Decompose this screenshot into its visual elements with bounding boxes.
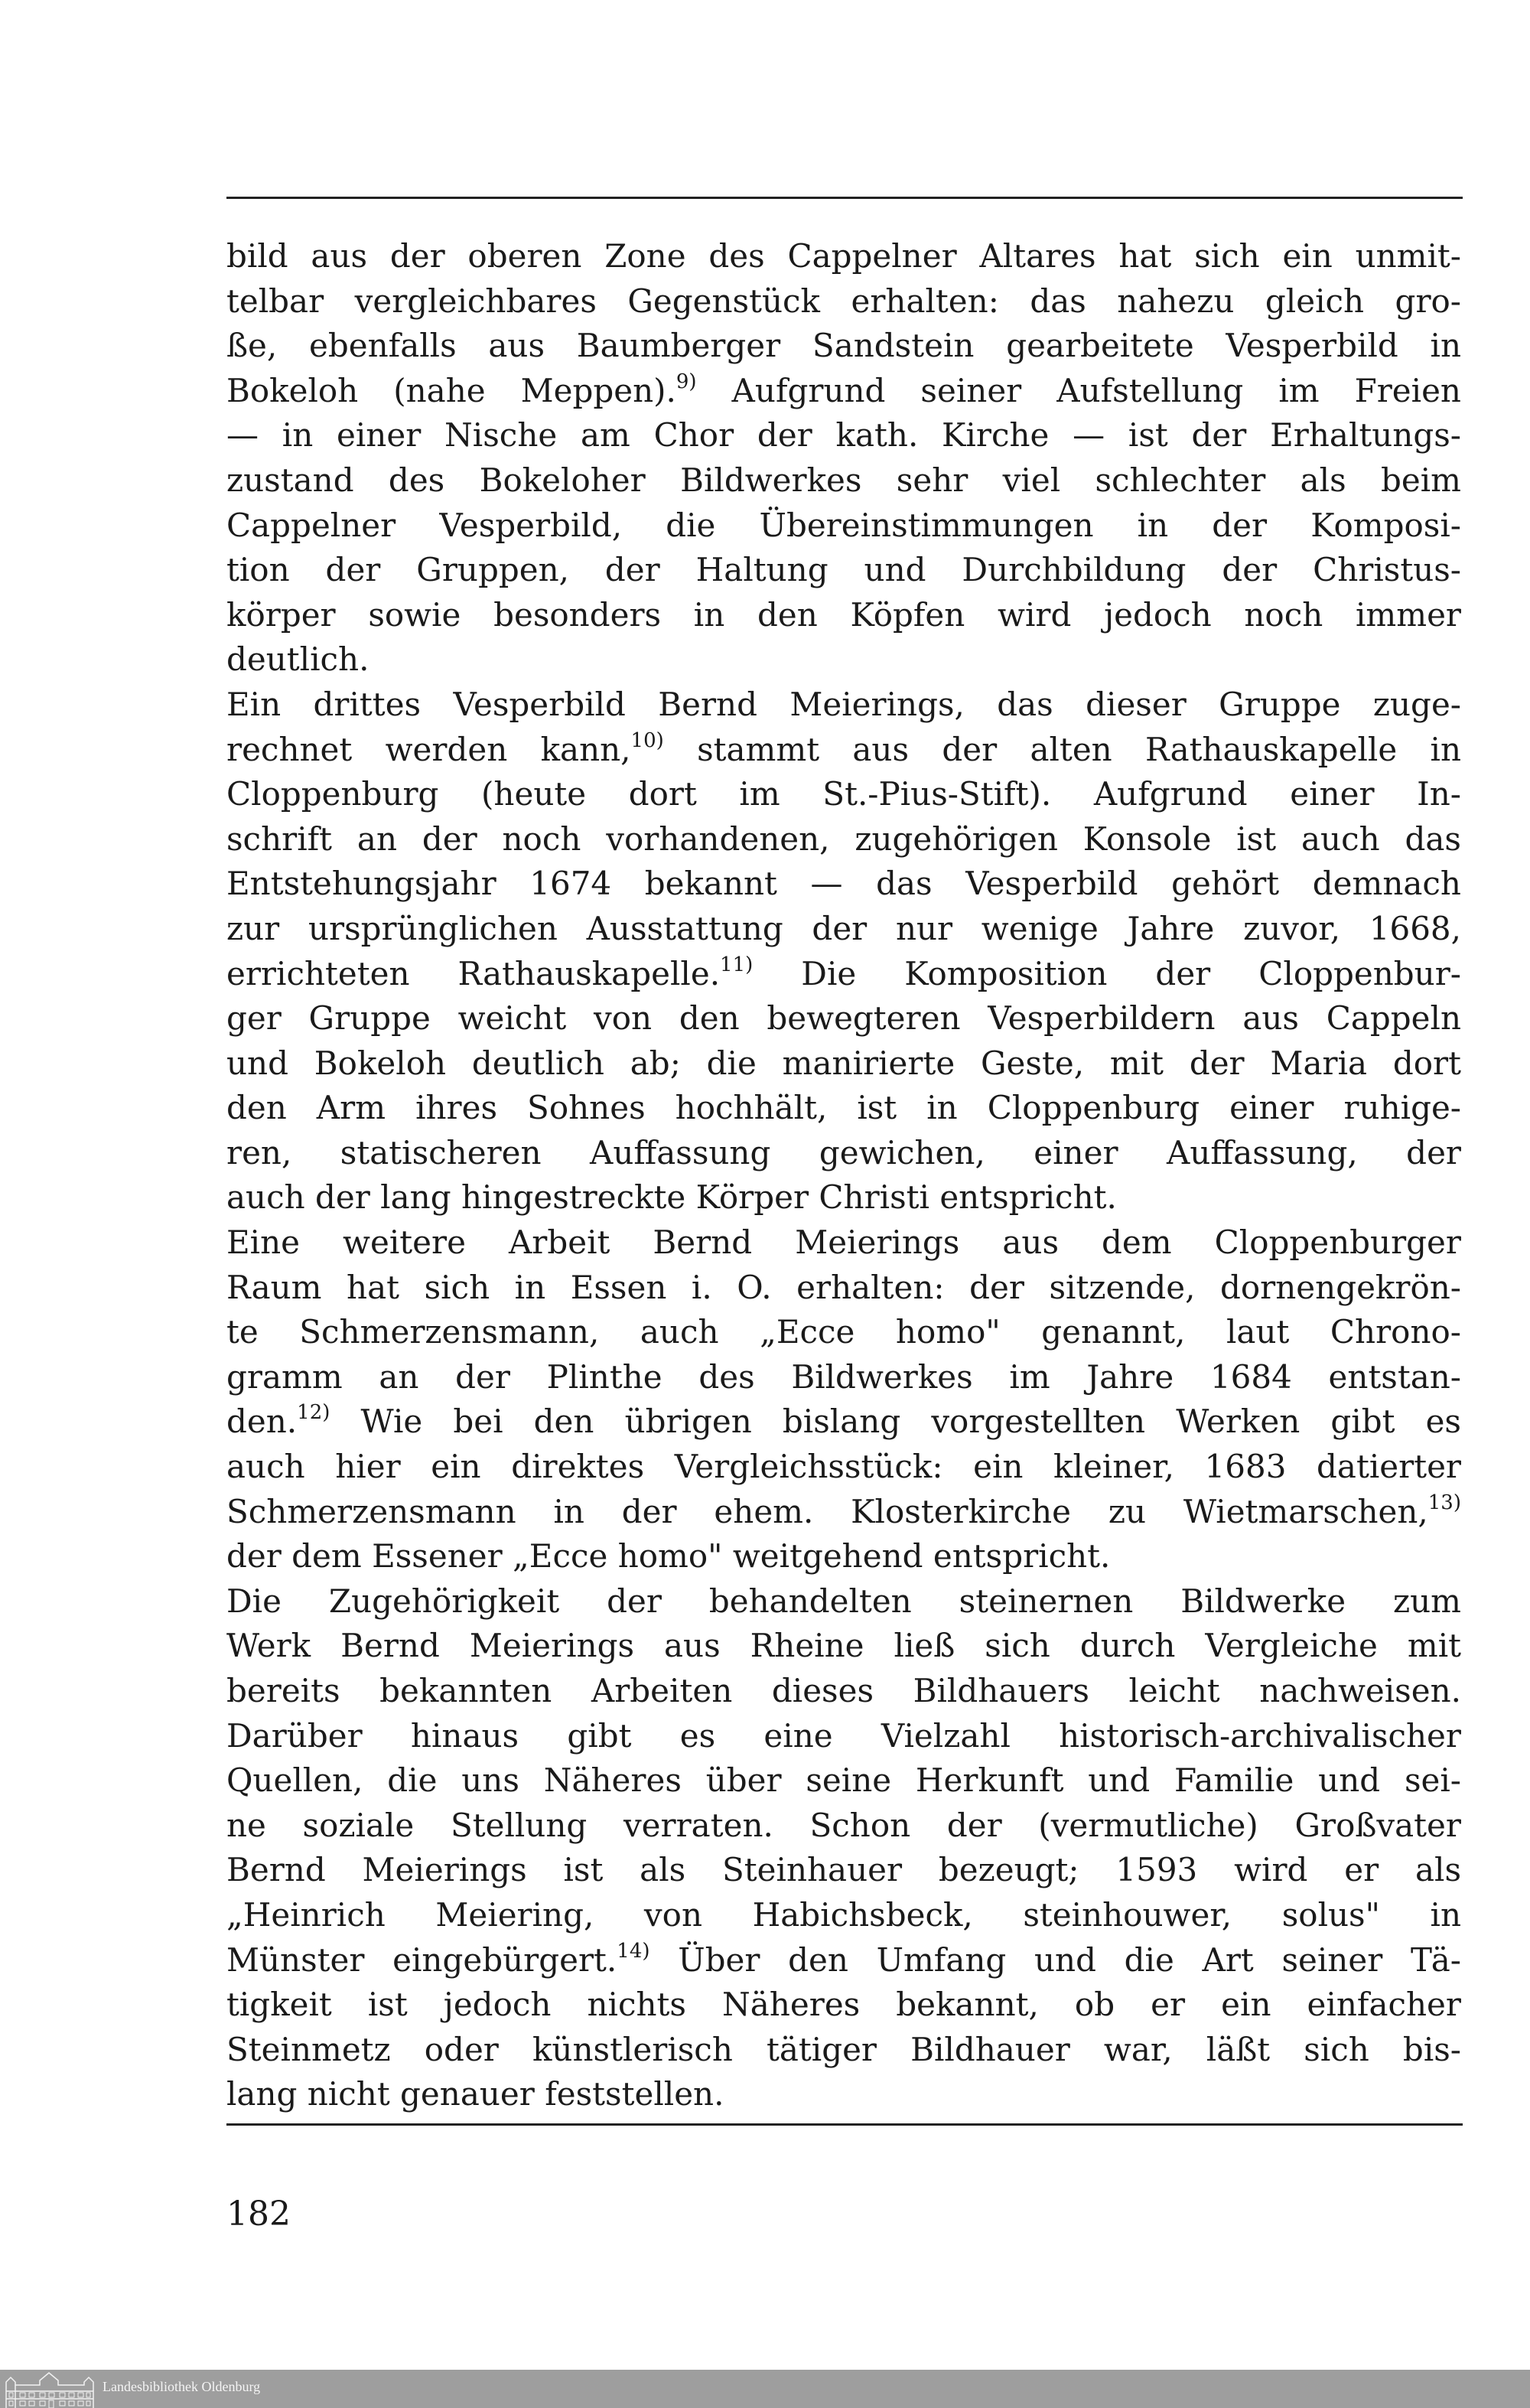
library-name: Landesbibliothek Oldenburg [103,2379,261,2394]
line-text: Darüber hinaus gibt es eine Vielzahl historisch-archivalischer [226,1716,1461,1755]
footnote-reference: 12) [297,1401,330,1425]
line-text: ße, ebenfalls aus Baumberger Sandstein gearbeitete Vesperbild in [226,327,1461,365]
text-line [226,1355,1461,1400]
text-line [226,1893,1461,1938]
line-text-continued: Die Komposition der Cloppenbur- [753,954,1461,992]
library-building-logo-icon [5,2371,95,2408]
text-line [226,637,1461,683]
text-line [226,593,1461,638]
line-text: tigkeit ist jedoch nichts Näheres bekannt, ob er ein einfacher [226,1986,1461,2024]
line-text: Entstehungsjahr 1674 bekannt — das Vesperbild gehört demnach [226,865,1461,903]
text-line [226,1086,1461,1131]
line-text: bild aus der oberen Zone des Cappelner Altares hat sich ein unmit- [226,237,1461,275]
text-line [226,369,1461,414]
text-line [226,907,1461,952]
line-text: „Heinrich Meiering, von Habichsbeck, steinhouwer, solus" in [226,1895,1461,1934]
line-text: Eine weitere Arbeit Bernd Meierings aus dem Cloppenburger [226,1224,1461,1262]
text-line [226,2072,1461,2117]
line-text: auch der lang hingestreckte Körper Christi entspricht. [226,1178,1117,1217]
line-text: auch hier ein direktes Vergleichsstück: ein kleiner, 1683 datierter [226,1448,1461,1486]
line-text: telbar vergleichbares Gegenstück erhalten: das nahezu gleich gro- [226,282,1461,320]
text-line [226,817,1461,862]
line-text: — in einer Nische am Chor der kath. Kirche — ist der Erhaltungs- [226,416,1461,455]
footnote-reference: 14) [617,1939,650,1963]
library-footer-bar [0,2370,1530,2408]
text-line [226,1400,1461,1445]
line-text: Münster eingebürgert. [226,1940,617,1979]
line-text: Steinmetz oder künstlerisch tätiger Bildhauer war, läßt sich bis- [226,2030,1461,2068]
text-line [226,1220,1461,1266]
line-text: der dem Essener „Ecce homo" weitgehend entspricht. [226,1537,1111,1575]
text-line [226,772,1461,817]
line-text: Bernd Meierings ist als Steinhauer bezeugt; 1593 wird er als [226,1851,1461,1889]
line-text: Cappelner Vesperbild, die Übereinstimmungen in der Komposi- [226,506,1461,544]
line-text: schrift an der noch vorhandenen, zugehörigen Konsole ist auch das [226,820,1461,858]
text-line [226,279,1461,324]
text-line [226,548,1461,593]
page-number: 182 [226,2195,291,2234]
footnote-reference: 13) [1427,1491,1461,1514]
line-text: den Arm ihres Sohnes hochhält, ist in Cloppenburg einer ruhige- [226,1089,1461,1127]
text-line [226,1669,1461,1714]
line-text: lang nicht genauer feststellen. [226,2075,724,2113]
line-text: körper sowie besonders in den Köpfen wird jedoch noch immer [226,595,1461,634]
line-text: Raum hat sich in Essen i. O. erhalten: der sitzende, dornengekrön- [226,1268,1461,1306]
text-line [226,1624,1461,1669]
text-line [226,503,1461,549]
line-text: Quellen, die uns Näheres über seine Herkunft und Familie und sei- [226,1761,1461,1800]
text-line [226,1804,1461,1849]
text-line [226,862,1461,907]
text-line [226,234,1461,279]
text-line [226,1310,1461,1355]
line-text: Werk Bernd Meierings aus Rheine ließ sich durch Vergleiche mit [226,1627,1461,1665]
text-line [226,952,1461,997]
text-line [226,1041,1461,1087]
footnote-reference: 9) [675,370,697,393]
text-line [226,1983,1461,2028]
text-line [226,1445,1461,1490]
line-text: tion der Gruppen, der Haltung und Durchbildung der Christus- [226,551,1461,589]
text-line [226,1938,1461,1983]
line-text: bereits bekannten Arbeiten dieses Bildhauers leicht nachweisen. [226,1672,1461,1709]
line-text: Die Zugehörigkeit der behandelten steinernen Bildwerke zum [226,1582,1461,1620]
body-text [226,234,1461,2117]
line-text: rechnet werden kann, [226,730,631,768]
line-text-continued: Wie bei den übrigen bislang vorgestellten Werken gibt es [330,1403,1461,1441]
line-text-continued: Aufgrund seiner Aufstellung im Freien [696,371,1461,409]
text-line [226,1758,1461,1804]
text-line [226,413,1461,458]
line-text: Ein drittes Vesperbild Bernd Meierings, das dieser Gruppe zuge- [226,685,1461,723]
text-line [226,1490,1461,1535]
line-text-continued: stammt aus der alten Rathauskapelle in [663,730,1461,768]
text-line [226,1131,1461,1176]
top-rule [226,197,1463,199]
line-text: zur ursprünglichen Ausstattung der nur wenige Jahre zuvor, 1668, [226,909,1461,947]
text-line [226,2028,1461,2073]
text-line [226,1266,1461,1311]
line-text-continued: Über den Umfang und die Art seiner Tä- [649,1940,1462,1979]
line-text: errichteten Rathauskapelle. [226,954,721,992]
text-line [226,1579,1461,1624]
line-text: den. [226,1403,298,1441]
footnote-reference: 10) [630,728,664,752]
text-line [226,996,1461,1041]
line-text: zustand des Bokeloher Bildwerkes sehr viel schlechter als beim [226,461,1461,499]
text-line [226,1534,1461,1579]
text-line [226,1848,1461,1893]
text-line [226,683,1461,728]
bottom-rule [226,2123,1463,2126]
line-text: gramm an der Plinthe des Bildwerkes im Jahre 1684 entstan- [226,1357,1461,1396]
line-text: ren, statischeren Auffassung gewichen, einer Auffassung, der [226,1133,1461,1171]
line-text: und Bokeloh deutlich ab; die manirierte Geste, mit der Maria dort [226,1044,1461,1082]
text-line [226,728,1461,773]
line-text: Schmerzensmann in der ehem. Klosterkirche zu Wietmarschen, [226,1492,1428,1530]
line-text: ne soziale Stellung verraten. Schon der (vermutliche) Großvater [226,1806,1461,1844]
text-line [226,1714,1461,1759]
line-text: deutlich. [226,640,369,679]
text-line [226,1175,1461,1220]
text-line [226,458,1461,503]
line-text: Cloppenburg (heute dort im St.-Pius-Stift). Aufgrund einer In- [226,775,1461,813]
footnote-reference: 11) [720,953,754,976]
text-line [226,324,1461,369]
line-text: ger Gruppe weicht von den bewegteren Vesperbildern aus Cappeln [226,999,1461,1038]
line-text: Bokeloh (nahe Meppen). [226,371,676,409]
line-text: te Schmerzensmann, auch „Ecce homo" genannt, laut Chrono- [226,1313,1461,1351]
